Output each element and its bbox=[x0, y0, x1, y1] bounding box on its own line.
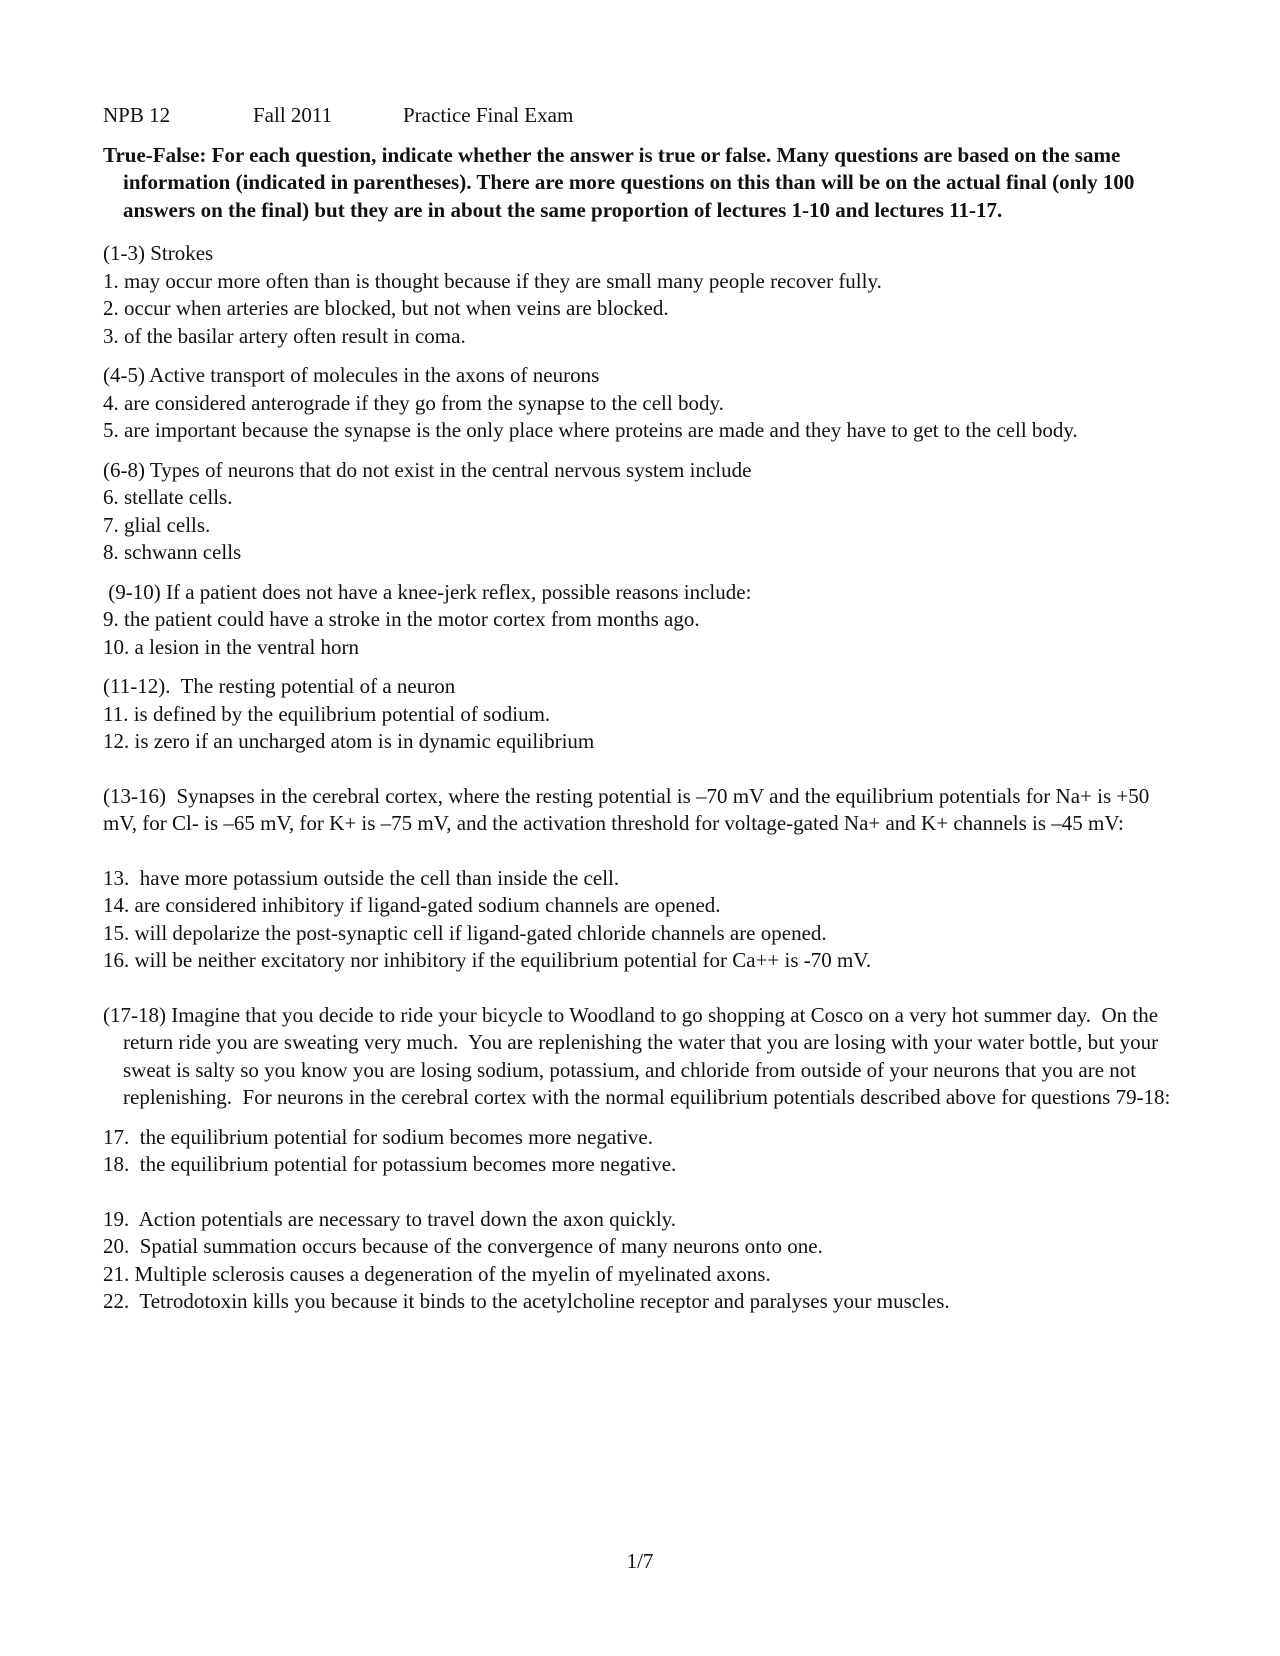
group-stem: (17-18) Imagine that you decide to ride your bicycle to Woodland to go shopping at Cosco on a very hot summer day. On the return ride you are sweating very much. You are replenishing the water that you are losing with your water bottle, but your sweat is salty so you know you are losing sodium, potassium, and chloride from outside of your neurons that you are not replenishing. For neurons in the cerebral cortex with the normal equilibrium potentials described above for questions 79-18: bbox=[103, 1002, 1171, 1109]
question-item: 16. will be neither excitatory nor inhibitory if the equilibrium potential for Ca++ is -70 mV. bbox=[103, 948, 872, 972]
question-item: 6. stellate cells. bbox=[103, 485, 233, 509]
question-group-axonal-transport bbox=[103, 362, 1183, 445]
group-stem: (9-10) If a patient does not have a knee-jerk reflex, possible reasons include: bbox=[103, 579, 752, 604]
question-item: 14. are considered inhibitory if ligand-gated sodium channels are opened. bbox=[103, 893, 721, 917]
exam-page bbox=[103, 102, 1183, 1328]
course-code: NPB 12 bbox=[103, 103, 171, 127]
term: Fall 2011 bbox=[253, 103, 333, 127]
standalone-questions bbox=[103, 1206, 1183, 1316]
question-item: 19. Action potentials are necessary to travel down the axon quickly. bbox=[103, 1206, 677, 1231]
question-item: 12. is zero if an uncharged atom is in dynamic equilibrium bbox=[103, 729, 595, 753]
question-group-bicycle bbox=[103, 1002, 1183, 1179]
question-item: 8. schwann cells bbox=[103, 540, 242, 564]
question-item: 5. are important because the synapse is the only place where proteins are made and they have to get to the cell body. bbox=[103, 418, 1078, 442]
question-item: 20. Spatial summation occurs because of the convergence of many neurons onto one. bbox=[103, 1234, 823, 1258]
question-group-resting-potential bbox=[103, 673, 1183, 756]
question-item: 18. the equilibrium potential for potassium becomes more negative. bbox=[103, 1152, 677, 1176]
question-item: 13. have more potassium outside the cell than inside the cell. bbox=[103, 865, 620, 890]
question-group-knee-jerk bbox=[103, 579, 1183, 662]
group-stem: (4-5) Active transport of molecules in the axons of neurons bbox=[103, 363, 600, 387]
question-item: 4. are considered anterograde if they go from the synapse to the cell body. bbox=[103, 390, 724, 415]
question-item: 1. may occur more often than is thought because if they are small many people recover fully. bbox=[103, 268, 882, 293]
group-stem: (13-16) Synapses in the cerebral cortex, where the resting potential is –70 mV and the equilibrium potentials for Na+ is +50 mV, for Cl- is –65 mV, for K+ is –75 mV, and the activation threshold for voltage-gated Na+ and K+ channels is –45 mV: bbox=[103, 783, 1155, 835]
question-item: 17. the equilibrium potential for sodium becomes more negative. bbox=[103, 1124, 653, 1149]
question-item: 21. Multiple sclerosis causes a degeneration of the myelin of myelinated axons. bbox=[103, 1261, 771, 1286]
question-item: 11. is defined by the equilibrium potential of sodium. bbox=[103, 701, 551, 726]
exam-header bbox=[103, 102, 1183, 130]
question-item: 10. a lesion in the ventral horn bbox=[103, 634, 360, 659]
question-item: 7. glial cells. bbox=[103, 512, 211, 537]
question-group-synapses bbox=[103, 783, 1183, 975]
question-item: 15. will depolarize the post-synaptic cell if ligand-gated chloride channels are opened. bbox=[103, 920, 827, 945]
group-stem: (1-3) Strokes bbox=[103, 241, 214, 265]
instructions: True-False: For each question, indicate whether the answer is true or false. Many questions are based on the same information (indicated in parentheses). There are more questions on this than will be on the actual final (only 100 answers on the final) but they are in about the same proportion of lectures 1-10 and lectures 11-17. bbox=[103, 142, 1135, 222]
question-group-strokes bbox=[103, 240, 1183, 350]
question-item: 9. the patient could have a stroke in the motor cortex from months ago. bbox=[103, 607, 700, 631]
question-group-neuron-types bbox=[103, 457, 1183, 567]
group-stem: (11-12). The resting potential of a neuron bbox=[103, 674, 456, 698]
question-item: 3. of the basilar artery often result in coma. bbox=[103, 323, 466, 348]
question-item: 2. occur when arteries are blocked, but not when veins are blocked. bbox=[103, 296, 669, 320]
group-stem: (6-8) Types of neurons that do not exist in the central nervous system include bbox=[103, 457, 752, 482]
page-number: 1/7 bbox=[626, 1549, 654, 1573]
question-item: 22. Tetrodotoxin kills you because it binds to the acetylcholine receptor and paralyses your muscles. bbox=[103, 1289, 950, 1313]
exam-title: Practice Final Exam bbox=[403, 103, 574, 127]
